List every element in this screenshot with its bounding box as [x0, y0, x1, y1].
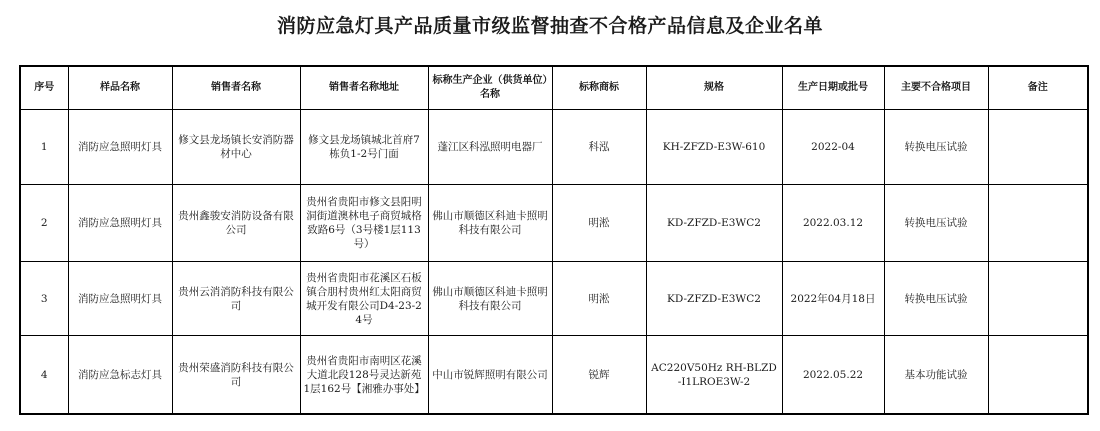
cell-brand: 明淞 [552, 262, 646, 336]
cell-defect: 基本功能试验 [884, 336, 988, 415]
cell-address: 贵州省贵阳市修文县阳明洞街道澳林电子商贸城格致路6号（3号楼1层113号） [300, 185, 428, 262]
cell-manufacturer: 佛山市顺德区科迪卡照明科技有限公司 [428, 262, 552, 336]
header-manufacturer: 标称生产企业（供货单位）名称 [428, 66, 552, 110]
header-address: 销售者名称地址 [300, 66, 428, 110]
cell-seller: 贵州鑫骏安消防设备有限公司 [172, 185, 300, 262]
cell-date: 2022.05.22 [782, 336, 884, 415]
cell-address: 贵州省贵阳市花溪区石板镇合朋村贵州红太阳商贸城开发有限公司D4-23-24号 [300, 262, 428, 336]
table-header-row [20, 66, 1088, 110]
cell-sample: 消防应急标志灯具 [68, 336, 172, 415]
header-remark: 备注 [988, 66, 1088, 110]
header-no: 序号 [20, 66, 68, 110]
cell-sample: 消防应急照明灯具 [68, 110, 172, 185]
cell-defect: 转换电压试验 [884, 262, 988, 336]
cell-sample: 消防应急照明灯具 [68, 185, 172, 262]
cell-no: 2 [20, 185, 68, 262]
table-row [20, 110, 1088, 185]
header-defect: 主要不合格项目 [884, 66, 988, 110]
cell-remark [988, 262, 1088, 336]
header-brand: 标称商标 [552, 66, 646, 110]
cell-date: 2022年04月18日 [782, 262, 884, 336]
cell-seller: 贵州云消消防科技有限公司 [172, 262, 300, 336]
cell-seller: 贵州荣盛消防科技有限公司 [172, 336, 300, 415]
cell-sample: 消防应急照明灯具 [68, 262, 172, 336]
cell-no: 3 [20, 262, 68, 336]
cell-date: 2022.03.12 [782, 185, 884, 262]
cell-defect: 转换电压试验 [884, 110, 988, 185]
cell-defect: 转换电压试验 [884, 185, 988, 262]
header-spec: 规格 [646, 66, 782, 110]
cell-address: 修文县龙场镇城北首府7栋负1-2号门面 [300, 110, 428, 185]
cell-date: 2022-04 [782, 110, 884, 185]
cell-brand: 明淞 [552, 185, 646, 262]
cell-manufacturer: 中山市锐辉照明有限公司 [428, 336, 552, 415]
cell-manufacturer: 蓬江区科泓照明电器厂 [428, 110, 552, 185]
table-row [20, 262, 1088, 336]
page-title: 消防应急灯具产品质量市级监督抽查不合格产品信息及企业名单 [276, 15, 823, 37]
cell-seller: 修文县龙场镇长安消防器材中心 [172, 110, 300, 185]
cell-address: 贵州省贵阳市南明区花溪大道北段128号灵达新苑1层162号【湘雅办事处】 [300, 336, 428, 415]
cell-spec: KD-ZFZD-E3WC2 [646, 262, 782, 336]
header-seller: 销售者名称 [172, 66, 300, 110]
table-row [20, 185, 1088, 262]
cell-no: 4 [20, 336, 68, 415]
cell-no: 1 [20, 110, 68, 185]
cell-manufacturer: 佛山市顺德区科迪卡照明科技有限公司 [428, 185, 552, 262]
table-row [20, 336, 1088, 415]
cell-spec: KH-ZFZD-E3W-610 [646, 110, 782, 185]
cell-spec: KD-ZFZD-E3WC2 [646, 185, 782, 262]
cell-brand: 科泓 [552, 110, 646, 185]
cell-remark [988, 110, 1088, 185]
cell-spec: AC220V50Hz RH-BLZD-Ⅰ1LROE3W-2 [646, 336, 782, 415]
cell-remark [988, 336, 1088, 415]
cell-remark [988, 185, 1088, 262]
cell-brand: 锐辉 [552, 336, 646, 415]
results-table [19, 65, 1089, 415]
header-sample: 样品名称 [68, 66, 172, 110]
header-date: 生产日期或批号 [782, 66, 884, 110]
